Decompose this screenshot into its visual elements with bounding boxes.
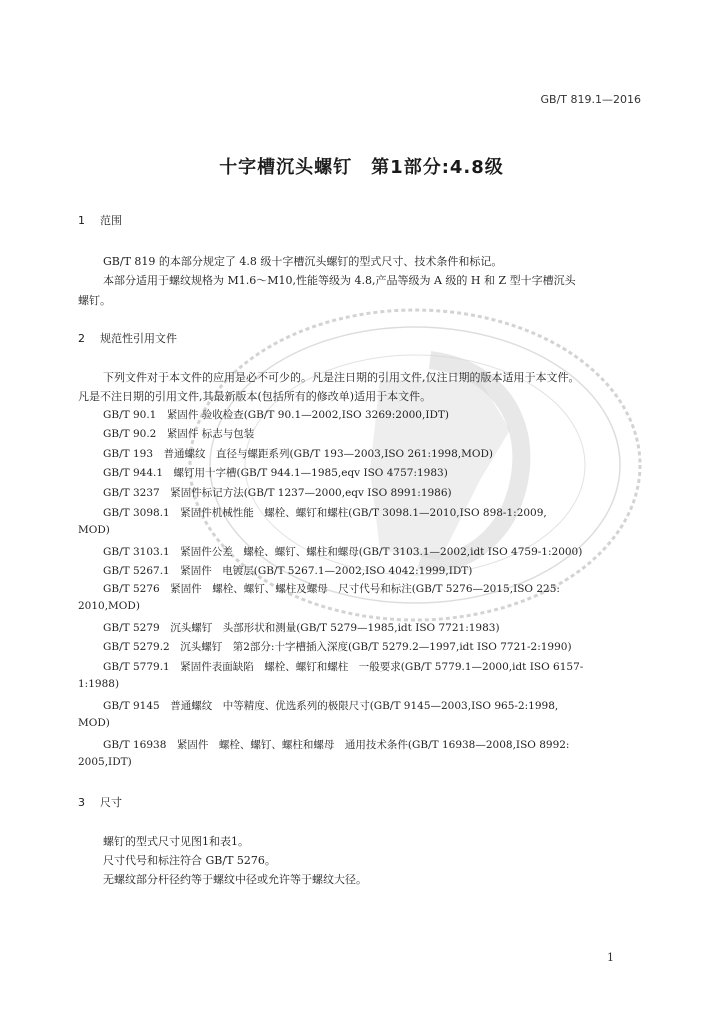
reference-item: GB/T 5267.1 紧固件 电镀层(GB/T 5267.1—2002,ISO 4042:1999,IDT) xyxy=(103,565,473,577)
reference-item-continuation: 2010,MOD) xyxy=(78,600,140,612)
reference-item-continuation: MOD) xyxy=(78,717,110,729)
page-number: 1 xyxy=(607,951,614,964)
section-2-number: 2 xyxy=(78,332,85,345)
reference-item: GB/T 16938 紧固件 螺栓、螺钉、螺柱和螺母 通用技术条件(GB/T 16938—2008,ISO 8992: xyxy=(103,739,570,751)
section-3-paragraph: 螺钉的型式尺寸见图1和表1。 xyxy=(103,835,249,848)
standard-code: GB/T 819.1—2016 xyxy=(540,93,641,106)
reference-item: GB/T 944.1 螺钉用十字槽(GB/T 944.1—1985,eqv ISO 4757:1983) xyxy=(103,467,448,479)
reference-item: GB/T 3098.1 紧固件机械性能 螺栓、螺钉和螺柱(GB/T 3098.1—2010,ISO 898-1:2009, xyxy=(103,507,547,519)
section-3-paragraph: 无螺纹部分杆径约等于螺纹中径或允许等于螺纹大径。 xyxy=(103,873,367,886)
reference-item: GB/T 90.1 紧固件 验收检查(GB/T 90.1—2002,ISO 3269:2000,IDT) xyxy=(103,409,449,421)
section-1-heading xyxy=(78,212,122,228)
section-2-intro: 下列文件对于本文件的应用是必不可少的。凡是注日期的引用文件,仅注日期的版本适用于本文件。 xyxy=(103,371,580,384)
section-1-paragraph: 螺钉。 xyxy=(78,294,111,307)
reference-item: GB/T 3237 紧固件标记方法(GB/T 1237—2000,eqv ISO 8991:1986) xyxy=(103,487,452,499)
document-title: 十字槽沉头螺钉 第1部分:4.8级 xyxy=(219,157,504,178)
reference-item: GB/T 5279.2 沉头螺钉 第2部分:十字槽插入深度(GB/T 5279.2—1997,idt ISO 7721-2:1990) xyxy=(103,641,572,653)
reference-item: GB/T 5779.1 紧固件表面缺陷 螺栓、螺钉和螺柱 一般要求(GB/T 5779.1—2000,idt ISO 6157- xyxy=(103,661,584,673)
section-2-intro: 凡是不注日期的引用文件,其最新版本(包括所有的修改单)适用于本文件。 xyxy=(78,390,432,403)
section-1-number: 1 xyxy=(78,214,85,227)
reference-item: GB/T 5279 沉头螺钉 头部形状和测量(GB/T 5279—1985,idt ISO 7721:1983) xyxy=(103,622,500,634)
section-2-heading xyxy=(78,330,177,346)
section-1-title: 范围 xyxy=(100,214,122,227)
reference-item: GB/T 9145 普通螺纹 中等精度、优选系列的极限尺寸(GB/T 9145—2003,ISO 965-2:1998, xyxy=(103,700,559,712)
section-2-title: 规范性引用文件 xyxy=(100,332,177,345)
section-3-heading xyxy=(78,794,122,810)
section-1-paragraph: GB/T 819 的本部分规定了 4.8 级十字槽沉头螺钉的型式尺寸、技术条件和标记。 xyxy=(103,255,503,268)
section-3-paragraph: 尺寸代号和标注符合 GB/T 5276。 xyxy=(103,854,276,867)
reference-item-continuation: 2005,IDT) xyxy=(78,756,132,768)
reference-item-continuation: MOD) xyxy=(78,524,110,536)
reference-item: GB/T 3103.1 紧固件公差 螺栓、螺钉、螺柱和螺母(GB/T 3103.1—2002,idt ISO 4759-1:2000) xyxy=(103,546,583,558)
section-1-paragraph: 本部分适用于螺纹规格为 M1.6～M10,性能等级为 4.8,产品等级为 A 级的 H 和 Z 型十字槽沉头 xyxy=(103,274,576,287)
reference-item: GB/T 5276 紧固件 螺栓、螺钉、螺柱及螺母 尺寸代号和标注(GB/T 5276—2015,ISO 225: xyxy=(103,583,560,595)
section-3-number: 3 xyxy=(78,796,85,809)
reference-item: GB/T 90.2 紧固件 标志与包装 xyxy=(103,428,255,440)
reference-item-continuation: 1:1988) xyxy=(78,678,120,690)
section-3-title: 尺寸 xyxy=(100,796,122,809)
reference-item: GB/T 193 普通螺纹 直径与螺距系列(GB/T 193—2003,ISO 261:1998,MOD) xyxy=(103,448,494,460)
